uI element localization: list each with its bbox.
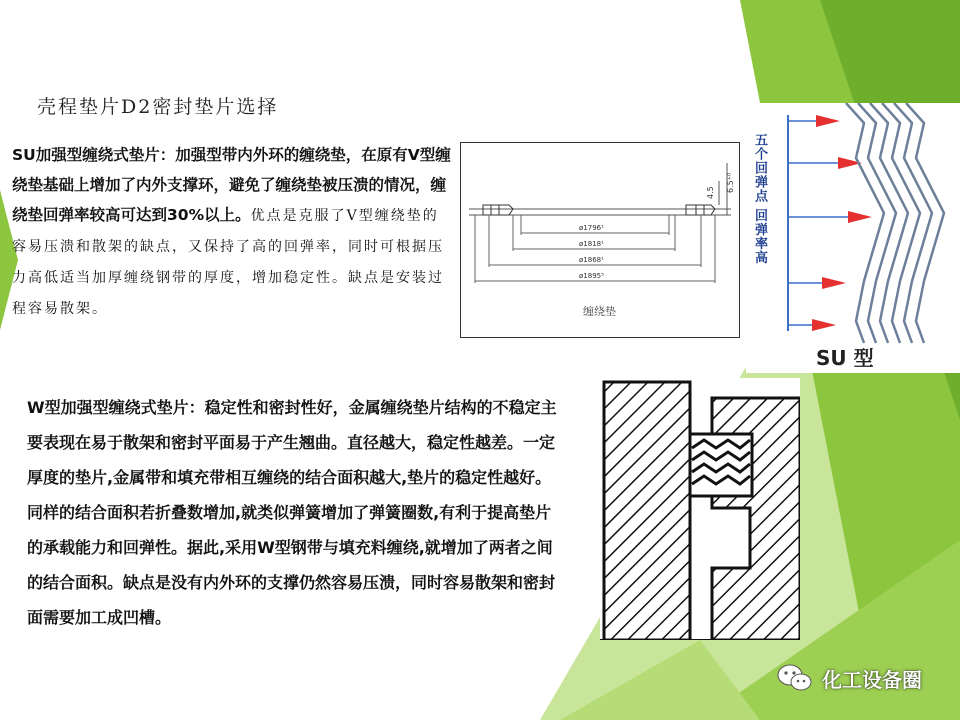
gasket-drawing bbox=[460, 142, 740, 338]
wechat-icon bbox=[776, 663, 814, 693]
su-type-figure bbox=[746, 103, 960, 373]
thickness-a-label: 4.5 bbox=[706, 186, 715, 199]
su-gasket-description bbox=[12, 140, 452, 324]
su-vertical-label: 五个回弹点 回弹率高 bbox=[752, 133, 767, 265]
watermark bbox=[776, 660, 922, 696]
cross-section-svg bbox=[600, 378, 800, 640]
drawing-caption: 缠绕垫 bbox=[583, 305, 616, 318]
gasket-drawing-svg bbox=[461, 143, 739, 337]
spring-layers bbox=[846, 103, 944, 343]
w-gasket-description: W型加强型缠绕式垫片：稳定性和密封性好，金属缠绕垫片结构的不稳定主要表现在易于散架和密封平面易于产生翘曲。直径越大，稳定性越差。一定厚度的垫片,金属带和填充带相互缠绕的结合面积越大,垫片的稳定性越好。同样的结合面积若折叠数增加,就类似弹簧增加了弹簧圈数,有利于提高垫片的承载能力和回弹性。据此,采用W型钢带与填充料缠绕,就增加了两者之间的结合面积。缺点是没有内外环的支撑仍然容易压溃，同时容易散架和密封面需要加工成凹槽。 bbox=[27, 398, 557, 627]
su-lead-text: SU加强型缠绕式垫片：加强型带内外环的缠绕垫，在原有V型缠绕垫基础上增加了内外支撑环，避免了缠绕垫被压溃的情况，缠绕垫回弹率较高可达到30%以上。 bbox=[12, 146, 451, 224]
dim-4: ø1895⁵ bbox=[579, 272, 604, 280]
thickness-b-label: 6.5⁺⁰ bbox=[726, 172, 735, 193]
su-caption: SU 型 bbox=[816, 346, 874, 370]
watermark-text: 化工设备圈 bbox=[822, 667, 922, 692]
su-type-svg bbox=[746, 103, 960, 373]
dim-1: ø1796¹ bbox=[579, 224, 604, 232]
dim-3: ø1868¹ bbox=[579, 256, 604, 264]
su-detail-text: 优点是克服了V型缠绕垫的容易压溃和散架的缺点，又保持了高的回弹率，同时可根据压力高低适当加厚缠绕钢带的厚度，增加稳定性。缺点是安装过程容易散架。 bbox=[12, 208, 444, 317]
w-gasket-cross-section bbox=[600, 378, 800, 640]
dim-2: ø1818¹ bbox=[579, 240, 604, 248]
slide-title: 壳程垫片D2密封垫片选择 bbox=[37, 96, 279, 118]
